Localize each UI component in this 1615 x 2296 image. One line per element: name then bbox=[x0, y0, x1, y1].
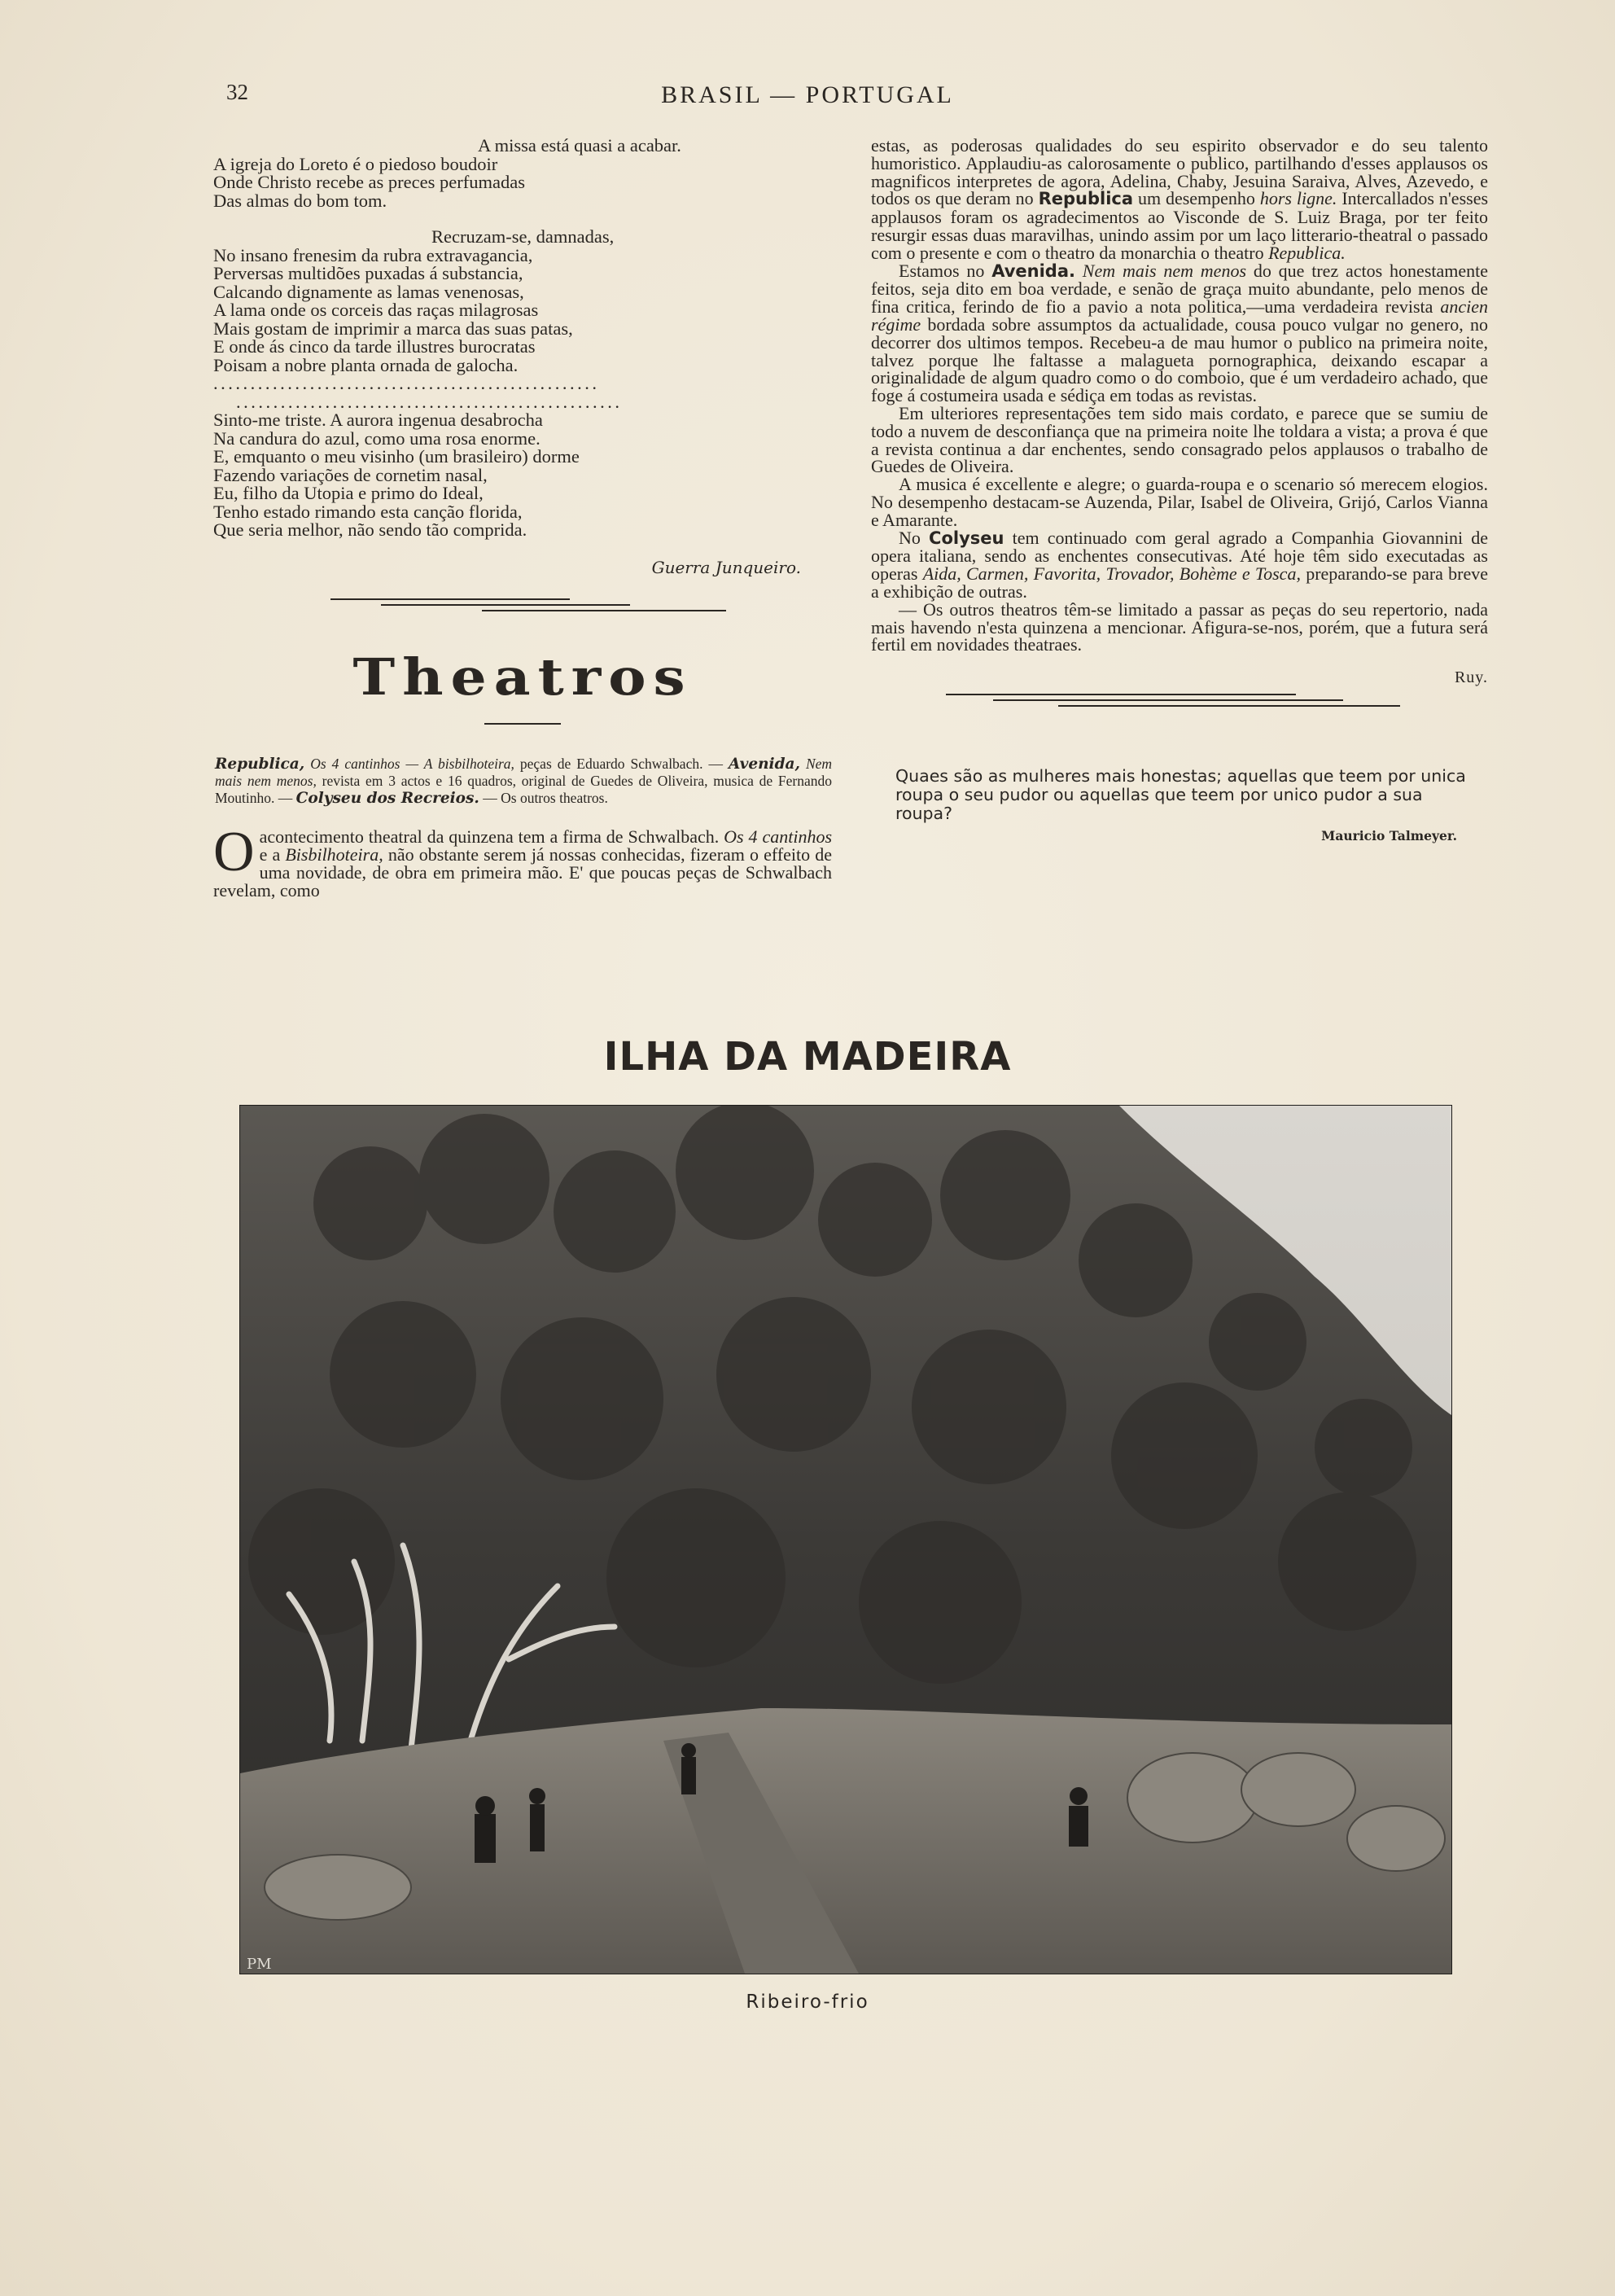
divider-rule bbox=[381, 604, 630, 606]
photo-title: ILHA DA MADEIRA bbox=[603, 1034, 1012, 1080]
article-text: Intercallados n'esses applausos foram os agradecimentos ao Visconde de S. Luiz Braga, por ter feito resurgir essas duas maravilhas, unindo assim por um laço litterario-theatral o passado com o presente e com o theatro da monarchia o theatro bbox=[871, 188, 1489, 263]
paragraph: Em ulteriores representações tem sido mais cordato, e parece que se sumiu de todo a nuvem de desconfiança que na primeira noite lhe toldara a vista; a prova é que a revista continua a dar enchentes, sendo consagrado pelos applausos o trabalho de Guedes de Oliveira. bbox=[871, 402, 1488, 477]
poem-line: Fazendo variações de cornetim nasal, bbox=[213, 464, 488, 485]
poem-line: A missa está quasi a acabar. bbox=[478, 135, 681, 156]
poem-line: Perversas multidões puxadas á substancia, bbox=[213, 263, 523, 283]
quotation-author: Mauricio Talmeyer. bbox=[1321, 828, 1457, 844]
poem-line: Eu, filho da Utopia e primo do Ideal, bbox=[213, 483, 484, 503]
section-summary bbox=[213, 756, 832, 807]
poem-line: Recruzam-se, damnadas, bbox=[431, 226, 615, 247]
running-head: BRASIL — PORTUGAL bbox=[661, 81, 954, 108]
article-text: não obstante serem já nossas conhecidas, fizeram o effeito de uma novidade, de obra em primeira mão. E' que poucas peças de Schwalbach revelam, como bbox=[213, 843, 833, 901]
ellipsis-row: .................................................... bbox=[213, 375, 600, 393]
work-title: Nem mais nem menos bbox=[1082, 260, 1247, 281]
venue-name: Colyseu bbox=[929, 528, 1004, 548]
article-text: tem continuado com geral agrado a Companhia Giovannini de opera italiana, sendo as enchentes consecutivas. Até hoje têm sido executadas as operas bbox=[871, 527, 1489, 585]
poem-line: Calcando dignamente as lamas venenosas, bbox=[213, 281, 524, 302]
section-title: Theatros bbox=[352, 646, 693, 707]
article-author: Ruy. bbox=[1454, 668, 1488, 687]
photo-illustration bbox=[240, 1106, 1451, 1974]
article-text: bordada sobre assumptos da actualidade, cousa pouco vulgar no genero, no decorrer dos ultimos tempos. Recebeu-a de mau humor o publico na primeira noite, talvez porque lhe faltasse a malagueta pornographica, deixando escapar a originalidade de algum quadro como o do comboio, que é um verdadeiro achado, que foge á costumeira usada e sédiça em todas as revistas. bbox=[871, 313, 1488, 406]
article-continuation bbox=[871, 137, 1488, 654]
summary-venue: Avenida, bbox=[728, 755, 800, 773]
summary-text: peças de Eduardo Schwalbach. — bbox=[519, 755, 723, 772]
article-opening bbox=[213, 820, 833, 901]
summary-text: revista em 3 actos e 16 quadros, original de Guedes de Oliveira, musica de Fernando Moutinho. — bbox=[215, 772, 833, 806]
summary-venue: Colyseu dos Recreios. bbox=[295, 789, 479, 807]
paragraph: A musica é excellente e alegre; o guarda-roupa e o scenario só merecem elogios. No desempenho destacam-se Auzenda, Pilar, Isabel de Oliveira, Grijó, Carlos Vianna e Amarante. bbox=[871, 474, 1488, 530]
article-text: estas, as poderosas qualidades do seu espirito observador e do seu talento humoristico. Applaudiu-as calorosamente o publico, partilhando d'esses applausos os magnificos interpretes de agora, Adelina, Chaby, Jesuina Saraiva, Alves, Azevedo, e todos os que deram no bbox=[871, 135, 1488, 209]
poem-line: Sinto-me triste. A aurora ingenua desabrocha bbox=[213, 410, 543, 430]
page-number: 32 bbox=[226, 80, 248, 104]
poem-line: No insano frenesim da rubra extravagancia, bbox=[213, 244, 533, 265]
poem-line: Na candura do azul, como uma rosa enorme. bbox=[213, 427, 541, 449]
article-text: acontecimento theatral da quinzena tem a firma de Schwalbach. bbox=[259, 826, 720, 847]
summary-works: Nem mais nem menos, bbox=[215, 755, 833, 789]
poem-line: Mais gostam de imprimir a marca das suas patas, bbox=[213, 318, 573, 339]
article-text: do que trez actos honestamente feitos, seja dito em boa verdade, e senão de graça muito abundante, pelo menos de fina critica, ferindo de fio a pavio a nota politica,—uma verdadeira revista bbox=[871, 260, 1489, 318]
drop-cap: O bbox=[213, 820, 255, 883]
paragraph bbox=[871, 529, 1488, 601]
poem-line: Das almas do bom tom. bbox=[213, 190, 387, 211]
summary-venue: Republica, bbox=[215, 755, 305, 773]
foreign-phrase: ancien régime bbox=[871, 296, 1488, 335]
divider-rule bbox=[946, 694, 1296, 695]
poem-line: Onde Christo recebe as preces perfumadas bbox=[213, 172, 525, 192]
poem-line: Que seria melhor, não sendo tão comprida. bbox=[213, 519, 527, 540]
article-text: preparando-se para breve a exhibição de outras. bbox=[871, 563, 1489, 602]
section-divider bbox=[213, 595, 832, 620]
title-rule bbox=[484, 723, 561, 725]
poem-line: A lama onde os corceis das raças milagrosas bbox=[213, 300, 539, 320]
quotation: Quaes são as mulheres mais honestas; aquellas que teem por unica roupa o seu pudor ou aquellas que teem por unico pudor a sua roupa? bbox=[895, 766, 1466, 824]
paragraph: — Os outros theatros têm-se limitado a passar as peças do seu repertorio, nada mais havendo n'esta quinzena a mencionar. Afigura-se-nos, porém, que a futura será fertil em novidades theatraes. bbox=[871, 598, 1488, 655]
venue-ref: Republica. bbox=[1268, 242, 1346, 263]
article-title-ref: Bisbilhoteira, bbox=[285, 843, 383, 865]
poem-line: E, emquanto o meu visinho (um brasileiro) dorme bbox=[213, 446, 580, 467]
article-end-divider bbox=[871, 692, 1488, 716]
divider-rule bbox=[993, 699, 1343, 701]
poem bbox=[213, 137, 832, 540]
ellipsis-row: .................................................... bbox=[236, 392, 623, 411]
article-text: Estamos no bbox=[899, 260, 985, 281]
article-text: No bbox=[899, 527, 921, 548]
photo-caption: Ribeiro-frio bbox=[746, 1991, 869, 2013]
paragraph bbox=[871, 262, 1488, 405]
landscape-photograph bbox=[239, 1105, 1452, 1974]
poem-line: E onde ás cinco da tarde illustres burocratas bbox=[213, 336, 536, 357]
divider-rule bbox=[482, 610, 726, 611]
right-column bbox=[871, 137, 1488, 843]
venue-name: Avenida. bbox=[991, 261, 1075, 281]
article-title-ref: Os 4 cantinhos bbox=[724, 826, 833, 847]
left-column bbox=[213, 137, 832, 900]
venue-name: Republica bbox=[1038, 189, 1134, 209]
poem-line: Poisam a nobre planta ornada de galocha. bbox=[213, 354, 519, 375]
stanza-gap bbox=[213, 210, 832, 228]
poem-line: A igreja do Loreto é o piedoso boudoir bbox=[213, 153, 498, 174]
foreign-phrase: hors ligne. bbox=[1259, 188, 1337, 209]
divider-rule bbox=[330, 598, 570, 600]
article-text: um desempenho bbox=[1137, 188, 1255, 209]
paragraph bbox=[871, 137, 1488, 262]
poem-signature: Guerra Junqueiro. bbox=[651, 557, 801, 577]
photo-monogram: PM bbox=[247, 1956, 272, 1973]
poem-line: Tenho estado rimando esta canção florida, bbox=[213, 501, 523, 522]
article-text: e a bbox=[259, 843, 281, 865]
summary-text: — Os outros theatros. bbox=[483, 789, 608, 806]
summary-works: Os 4 cantinhos — A bisbilhoteira, bbox=[310, 755, 514, 772]
opera-titles: Aida, Carmen, Favorita, Trovador, Bohème e Tosca, bbox=[922, 563, 1301, 585]
divider-rule bbox=[1058, 705, 1400, 707]
